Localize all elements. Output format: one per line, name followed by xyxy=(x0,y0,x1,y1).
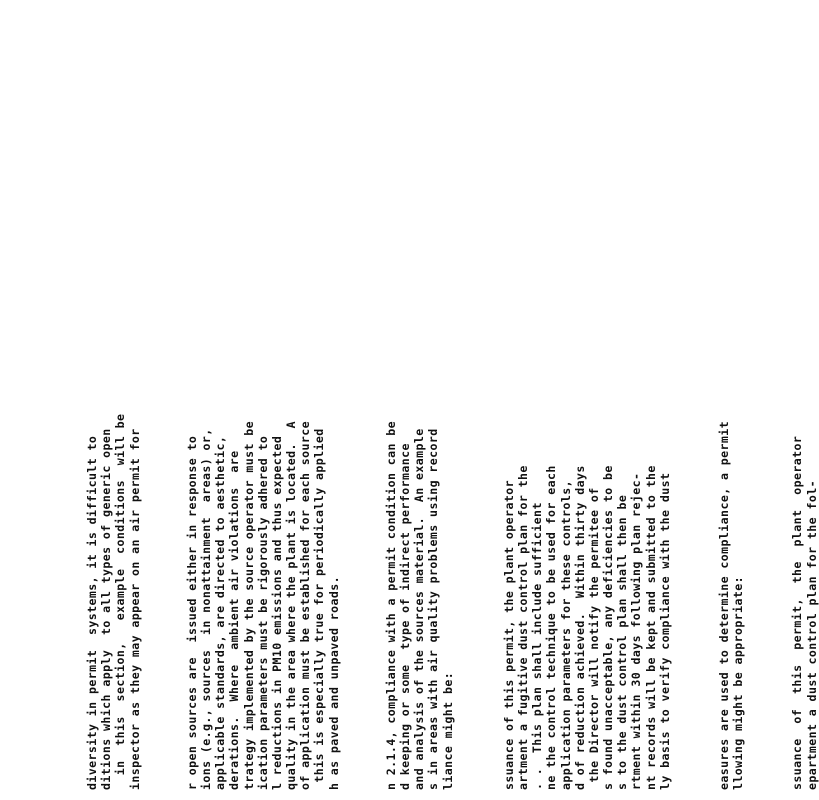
paragraph xyxy=(185,270,341,790)
text-line: n 2.1.4, compliance with a permit condition can be xyxy=(383,420,398,790)
text-line: ions (e.g., sources in nonattainment areas) or, xyxy=(198,428,213,790)
paragraph-gap xyxy=(745,270,790,790)
paragraph-gap xyxy=(455,270,502,790)
text-line: ssuance of this permit, the plant operator xyxy=(790,435,805,790)
text-line: llowing might be appropriate: xyxy=(731,575,746,790)
text-line: l reductions in PM10 emissions and thus expected xyxy=(269,435,284,790)
text-line: the Director will notify the permitee of xyxy=(586,487,601,790)
text-line: easures are used to determine compliance, a permit xyxy=(717,420,731,790)
text-line: s found unacceptable, any deficiencies to be xyxy=(601,465,616,790)
text-line: ly basis to verify compliance with the dust xyxy=(657,472,672,790)
paragraph xyxy=(717,270,745,790)
rotated-text-block xyxy=(85,270,819,790)
text-line: epartment a dust control plan for the fol- xyxy=(804,480,819,790)
text-line: d keeping or some type of indirect performance xyxy=(398,443,412,790)
text-line: ne the control technique to be used for each xyxy=(544,465,559,790)
text-line: r open sources are issued either in response to xyxy=(184,435,199,790)
paragraph xyxy=(790,270,818,790)
text-line: trategy implemented by the source operator must be xyxy=(241,420,256,790)
text-line: h as paved and unpaved roads. xyxy=(326,575,341,790)
text-line: liance might be: xyxy=(440,671,455,790)
text-line: s in areas with air quality problems using record xyxy=(426,428,441,790)
text-line: ssuance of this permit, the plant operator xyxy=(501,480,516,790)
paragraph xyxy=(384,270,455,790)
text-line: quality in the area where the plant is located. A xyxy=(284,420,299,790)
text-line: this is especially true for periodically applied xyxy=(312,428,327,790)
text-line: application parameters for these controls, xyxy=(558,480,573,790)
text-line: in this section, example conditions will be xyxy=(113,413,128,790)
text-line: ication parameters must be rigorously adhered to xyxy=(255,435,270,790)
text-line: of application must be established for each source xyxy=(298,420,313,790)
text-line: ditions which apply to all types of generic open xyxy=(99,428,114,790)
text-line: applicable standards, are directed to aesthetic, xyxy=(213,435,228,790)
text-line: . . This plan shall include sufficient xyxy=(530,502,545,790)
paragraph-gap xyxy=(341,270,384,790)
text-line: and analysis of the sources material. An example xyxy=(412,428,427,790)
paragraph-gap xyxy=(142,270,185,790)
text-line: derations. Where ambient air violations are xyxy=(227,450,242,790)
text-line: inspector as they may appear on an air permit for xyxy=(127,428,142,790)
text-line: rtment within 30 days following plan rejec- xyxy=(629,472,644,790)
text-line: diversity in permit systems, it is difficult to xyxy=(85,435,99,790)
text-line: artment a fugitive dust control plan for the xyxy=(515,465,530,790)
text-line: nt records will be kept and submitted to the xyxy=(643,465,658,790)
paragraph xyxy=(85,270,142,790)
text-line: s to the dust control plan shall then be xyxy=(615,494,630,790)
paragraph xyxy=(502,270,672,790)
text-line: d of reduction achieved. Within thirty days xyxy=(572,465,587,790)
paragraph-gap xyxy=(672,270,717,790)
